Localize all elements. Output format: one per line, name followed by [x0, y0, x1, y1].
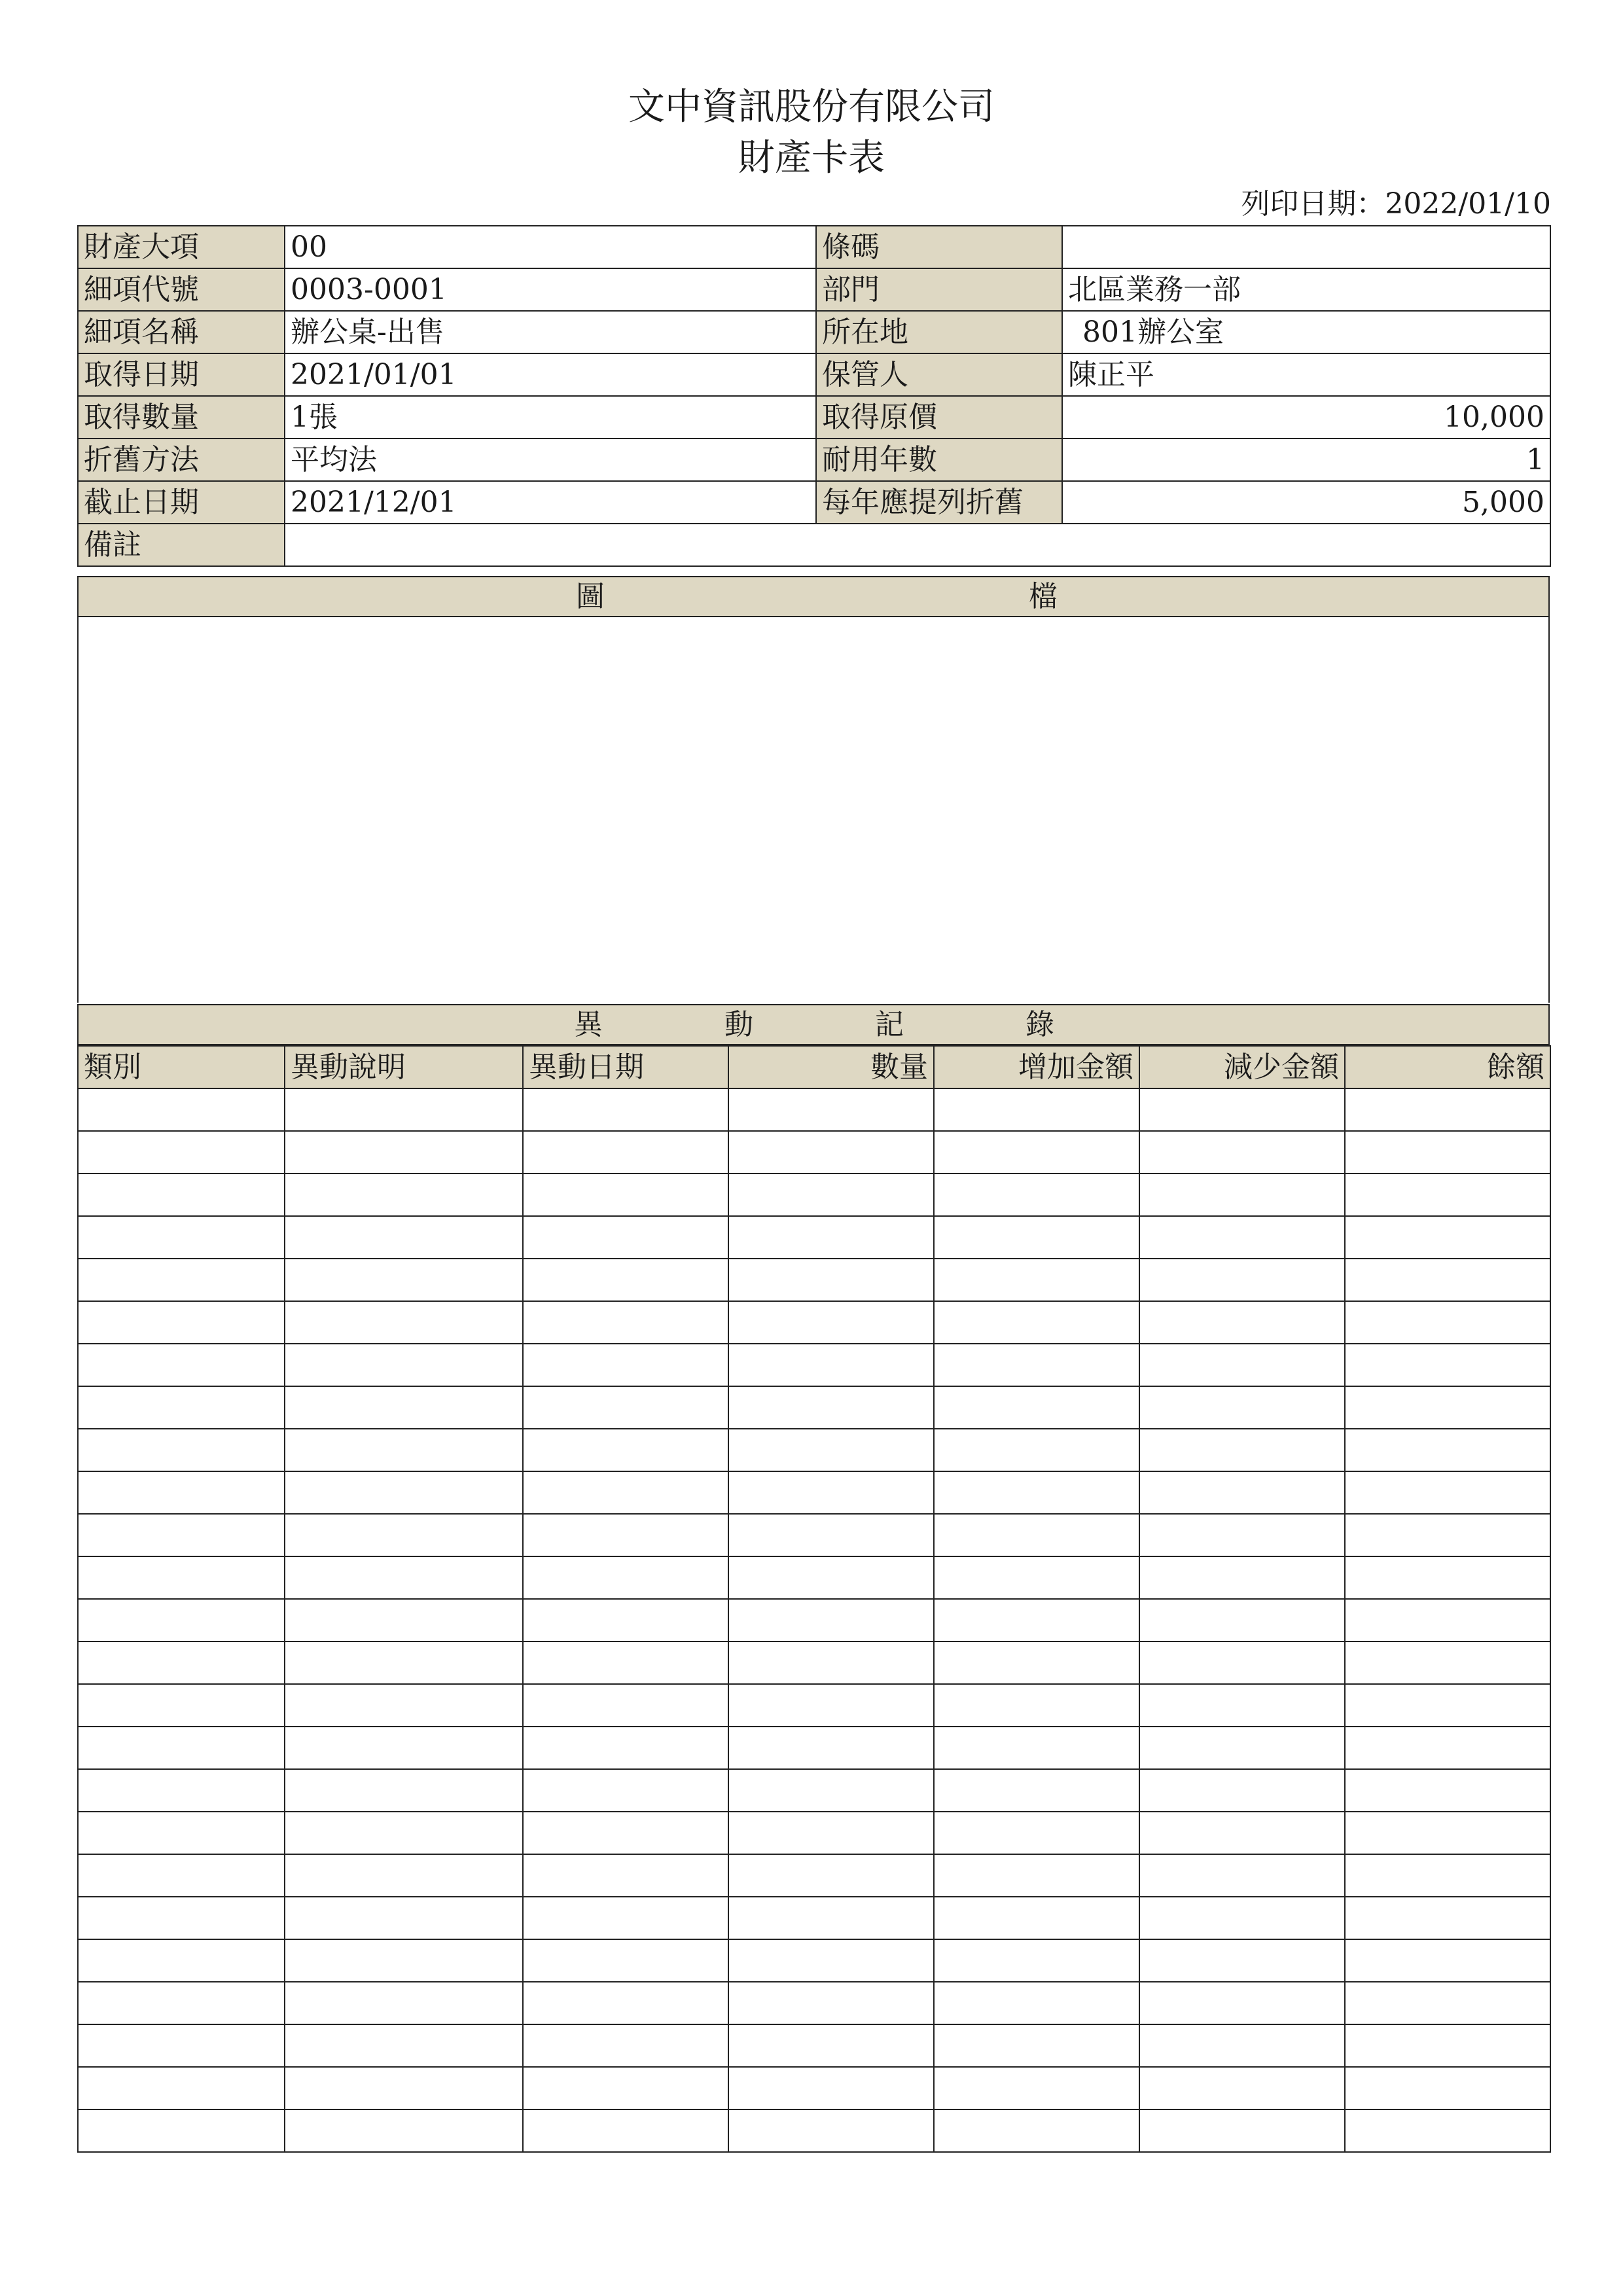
item-name-label: 細項名稱: [78, 311, 285, 353]
quantity-label: 取得數量: [78, 396, 285, 439]
table-cell: [934, 1344, 1139, 1386]
info-row: [78, 439, 1550, 481]
image-header-char: 檔: [1029, 580, 1058, 613]
table-cell: [1345, 1471, 1550, 1514]
records-header-row: [78, 1046, 1550, 1088]
table-cell: [1345, 1641, 1550, 1684]
table-cell: [934, 1259, 1139, 1301]
depr-method-label: 折舊方法: [78, 439, 285, 481]
table-cell: [1345, 1727, 1550, 1769]
table-cell: [523, 1684, 728, 1727]
table-cell: [728, 1344, 934, 1386]
table-row: [78, 1216, 1550, 1259]
table-cell: [934, 1174, 1139, 1216]
table-row: [78, 2067, 1550, 2109]
table-cell: [1345, 1514, 1550, 1556]
table-row: [78, 1429, 1550, 1471]
table-cell: [78, 1386, 285, 1429]
table-cell: [934, 2067, 1139, 2109]
acquire-date-label: 取得日期: [78, 353, 285, 396]
table-cell: [1345, 1131, 1550, 1174]
table-cell: [523, 2109, 728, 2152]
table-cell: [523, 1556, 728, 1599]
table-cell: [728, 1174, 934, 1216]
info-row: [78, 481, 1550, 524]
item-code-value: 0003-0001: [285, 268, 816, 311]
table-cell: [78, 2067, 285, 2109]
table-cell: [523, 1131, 728, 1174]
table-cell: [934, 1812, 1139, 1854]
location-value: 801辦公室: [1062, 311, 1550, 353]
table-cell: [285, 1641, 523, 1684]
table-cell: [1345, 1939, 1550, 1982]
table-row: [78, 1514, 1550, 1556]
table-cell: [1345, 1088, 1550, 1131]
table-cell: [523, 1854, 728, 1897]
column-header-type: 類別: [78, 1046, 285, 1088]
table-cell: [1139, 1812, 1345, 1854]
item-code-label: 細項代號: [78, 268, 285, 311]
barcode-value: [1062, 226, 1550, 268]
table-cell: [934, 2109, 1139, 2152]
table-cell: [934, 1088, 1139, 1131]
table-row: [78, 1812, 1550, 1854]
table-cell: [1139, 1471, 1345, 1514]
table-cell: [728, 1727, 934, 1769]
table-cell: [285, 1727, 523, 1769]
table-cell: [728, 1386, 934, 1429]
end-date-value: 2021/12/01: [285, 481, 816, 524]
table-cell: [1139, 1131, 1345, 1174]
table-cell: [934, 1769, 1139, 1812]
table-cell: [523, 2067, 728, 2109]
table-cell: [1345, 1684, 1550, 1727]
info-row: [78, 353, 1550, 396]
table-cell: [1345, 1429, 1550, 1471]
table-cell: [1139, 1429, 1345, 1471]
table-cell: [1345, 1301, 1550, 1344]
table-cell: [934, 1854, 1139, 1897]
print-date-value: 2022/01/10: [1385, 187, 1551, 221]
table-cell: [523, 1471, 728, 1514]
quantity-value: 1張: [285, 396, 816, 439]
table-cell: [1139, 2024, 1345, 2067]
table-cell: [1345, 1854, 1550, 1897]
table-cell: [78, 1088, 285, 1131]
table-cell: [285, 1769, 523, 1812]
table-row: [78, 1641, 1550, 1684]
end-date-label: 截止日期: [78, 481, 285, 524]
annual-depr-label: 每年應提列折舊: [816, 481, 1062, 524]
table-cell: [1345, 1556, 1550, 1599]
table-cell: [523, 1897, 728, 1939]
table-cell: [934, 1386, 1139, 1429]
table-cell: [1139, 1556, 1345, 1599]
table-cell: [728, 1982, 934, 2024]
table-cell: [523, 1641, 728, 1684]
table-cell: [728, 1939, 934, 1982]
table-row: [78, 1301, 1550, 1344]
table-row: [78, 2024, 1550, 2067]
info-row: [78, 226, 1550, 268]
table-cell: [728, 1599, 934, 1641]
table-cell: [1139, 1301, 1345, 1344]
custodian-label: 保管人: [816, 353, 1062, 396]
table-cell: [934, 1982, 1139, 2024]
info-row: [78, 396, 1550, 439]
table-cell: [728, 1259, 934, 1301]
department-label: 部門: [816, 268, 1062, 311]
cost-label: 取得原價: [816, 396, 1062, 439]
image-header-char: 圖: [576, 580, 605, 613]
table-cell: [1345, 2024, 1550, 2067]
table-cell: [1139, 1088, 1345, 1131]
table-cell: [285, 1216, 523, 1259]
table-cell: [934, 1301, 1139, 1344]
table-cell: [523, 1301, 728, 1344]
table-cell: [78, 1727, 285, 1769]
table-cell: [728, 1556, 934, 1599]
table-cell: [78, 1216, 285, 1259]
table-cell: [285, 1812, 523, 1854]
table-cell: [934, 1131, 1139, 1174]
table-cell: [285, 1174, 523, 1216]
table-row: [78, 1556, 1550, 1599]
table-cell: [78, 2024, 285, 2067]
table-cell: [1139, 1216, 1345, 1259]
table-cell: [1139, 1769, 1345, 1812]
table-cell: [934, 1216, 1139, 1259]
table-cell: [728, 1471, 934, 1514]
table-cell: [285, 1982, 523, 2024]
table-cell: [523, 1939, 728, 1982]
table-cell: [78, 1854, 285, 1897]
table-cell: [728, 1854, 934, 1897]
records-body: [78, 1088, 1550, 2152]
table-cell: [728, 1088, 934, 1131]
table-cell: [728, 1812, 934, 1854]
table-cell: [285, 1684, 523, 1727]
table-cell: [285, 1854, 523, 1897]
table-cell: [523, 2024, 728, 2067]
table-row: [78, 1386, 1550, 1429]
table-cell: [285, 1514, 523, 1556]
table-cell: [1139, 1939, 1345, 1982]
cost-value: 10,000: [1062, 396, 1550, 439]
table-cell: [1345, 1769, 1550, 1812]
table-row: [78, 1769, 1550, 1812]
table-cell: [285, 1131, 523, 1174]
table-cell: [78, 1301, 285, 1344]
table-cell: [285, 1471, 523, 1514]
table-cell: [1345, 1174, 1550, 1216]
table-cell: [285, 1897, 523, 1939]
table-cell: [285, 1939, 523, 1982]
annual-depr-value: 5,000: [1062, 481, 1550, 524]
table-cell: [934, 1556, 1139, 1599]
table-cell: [78, 1641, 285, 1684]
table-cell: [285, 1088, 523, 1131]
table-cell: [1345, 1216, 1550, 1259]
table-cell: [1139, 2109, 1345, 2152]
table-cell: [934, 1897, 1139, 1939]
table-cell: [1345, 2109, 1550, 2152]
table-cell: [285, 1599, 523, 1641]
table-cell: [523, 1216, 728, 1259]
table-cell: [1345, 1344, 1550, 1386]
table-cell: [78, 1684, 285, 1727]
table-row: [78, 1259, 1550, 1301]
table-row: [78, 1854, 1550, 1897]
table-cell: [78, 2109, 285, 2152]
category-label: 財產大項: [78, 226, 285, 268]
table-cell: [285, 1386, 523, 1429]
info-row: [78, 268, 1550, 311]
table-cell: [1345, 1386, 1550, 1429]
table-cell: [523, 1386, 728, 1429]
table-cell: [1345, 1259, 1550, 1301]
table-cell: [934, 1429, 1139, 1471]
table-cell: [1345, 1982, 1550, 2024]
table-cell: [1345, 2067, 1550, 2109]
table-cell: [728, 2024, 934, 2067]
records-section-header: [77, 1004, 1550, 1045]
item-name-value: 辦公桌-出售: [285, 311, 816, 353]
table-cell: [728, 1769, 934, 1812]
table-cell: [1139, 1514, 1345, 1556]
column-header-date: 異動日期: [523, 1046, 728, 1088]
useful-life-label: 耐用年數: [816, 439, 1062, 481]
table-row: [78, 1982, 1550, 2024]
table-cell: [523, 1088, 728, 1131]
table-cell: [1345, 1599, 1550, 1641]
table-cell: [285, 2024, 523, 2067]
table-cell: [1139, 1897, 1345, 1939]
table-cell: [934, 1727, 1139, 1769]
remarks-label: 備註: [78, 524, 285, 566]
table-cell: [523, 1429, 728, 1471]
table-cell: [728, 1301, 934, 1344]
table-row: [78, 1727, 1550, 1769]
records-header-char: 錄: [1026, 1008, 1054, 1041]
table-cell: [523, 1812, 728, 1854]
table-cell: [523, 1982, 728, 2024]
table-row: [78, 1897, 1550, 1939]
table-cell: [728, 1641, 934, 1684]
table-row: [78, 1684, 1550, 1727]
table-cell: [78, 1812, 285, 1854]
table-cell: [523, 1769, 728, 1812]
table-cell: [728, 1131, 934, 1174]
table-cell: [285, 2067, 523, 2109]
table-cell: [285, 2109, 523, 2152]
table-cell: [1139, 1982, 1345, 2024]
table-cell: [1139, 1599, 1345, 1641]
table-cell: [934, 1684, 1139, 1727]
table-cell: [728, 1429, 934, 1471]
image-section-header: [77, 576, 1550, 617]
column-header-increase: 增加金額: [934, 1046, 1139, 1088]
table-cell: [78, 1174, 285, 1216]
table-cell: [728, 1897, 934, 1939]
column-header-balance: 餘額: [1345, 1046, 1550, 1088]
table-cell: [285, 1259, 523, 1301]
table-cell: [1139, 1344, 1345, 1386]
table-cell: [78, 1344, 285, 1386]
table-cell: [78, 1514, 285, 1556]
table-cell: [728, 1216, 934, 1259]
table-cell: [78, 1429, 285, 1471]
table-row: [78, 1939, 1550, 1982]
table-cell: [1139, 1386, 1345, 1429]
barcode-label: 條碼: [816, 226, 1062, 268]
table-cell: [78, 1939, 285, 1982]
table-cell: [1345, 1897, 1550, 1939]
table-row: [78, 1471, 1550, 1514]
table-cell: [1139, 1854, 1345, 1897]
table-cell: [523, 1174, 728, 1216]
table-cell: [1139, 1684, 1345, 1727]
change-records-table: [77, 1045, 1551, 2153]
table-row: [78, 1088, 1550, 1131]
records-header-char: 動: [724, 1008, 753, 1041]
table-cell: [523, 1727, 728, 1769]
table-cell: [78, 1556, 285, 1599]
table-row: [78, 1599, 1550, 1641]
table-cell: [523, 1344, 728, 1386]
acquire-date-value: 2021/01/01: [285, 353, 816, 396]
table-cell: [523, 1599, 728, 1641]
table-cell: [1139, 1727, 1345, 1769]
table-cell: [78, 1982, 285, 2024]
column-header-decrease: 減少金額: [1139, 1046, 1345, 1088]
table-cell: [934, 1599, 1139, 1641]
print-date: [1241, 185, 1551, 224]
table-cell: [934, 1471, 1139, 1514]
table-row: [78, 1344, 1550, 1386]
table-cell: [1139, 1641, 1345, 1684]
table-cell: [1139, 1259, 1345, 1301]
table-cell: [78, 1259, 285, 1301]
table-row: [78, 1174, 1550, 1216]
table-cell: [523, 1514, 728, 1556]
company-name: 文中資訊股份有限公司: [628, 86, 995, 128]
table-row: [78, 2109, 1550, 2152]
table-cell: [285, 1429, 523, 1471]
table-row: [78, 1131, 1550, 1174]
table-cell: [728, 1514, 934, 1556]
department-value: 北區業務一部: [1062, 268, 1550, 311]
table-cell: [728, 2067, 934, 2109]
table-cell: [78, 1769, 285, 1812]
location-label: 所在地: [816, 311, 1062, 353]
table-cell: [78, 1471, 285, 1514]
table-cell: [934, 1641, 1139, 1684]
print-date-label: 列印日期：: [1241, 187, 1385, 221]
table-cell: [934, 1939, 1139, 1982]
info-row: [78, 524, 1550, 566]
column-header-description: 異動說明: [285, 1046, 523, 1088]
table-cell: [1139, 1174, 1345, 1216]
table-cell: [1345, 1812, 1550, 1854]
image-area: [77, 617, 1550, 1003]
table-cell: [78, 1897, 285, 1939]
table-cell: [285, 1344, 523, 1386]
report-title: 財產卡表: [738, 137, 885, 179]
remarks-value: [285, 524, 1550, 566]
table-cell: [285, 1301, 523, 1344]
table-cell: [523, 1259, 728, 1301]
useful-life-value: 1: [1062, 439, 1550, 481]
custodian-value: 陳正平: [1062, 353, 1550, 396]
depr-method-value: 平均法: [285, 439, 816, 481]
records-header-char: 記: [875, 1008, 904, 1041]
table-cell: [934, 2024, 1139, 2067]
table-cell: [1139, 2067, 1345, 2109]
info-row: [78, 311, 1550, 353]
property-info-table: [77, 225, 1551, 567]
column-header-quantity: 數量: [728, 1046, 934, 1088]
category-value: 00: [285, 226, 816, 268]
records-header-char: 異: [574, 1008, 603, 1041]
table-cell: [728, 2109, 934, 2152]
table-cell: [285, 1556, 523, 1599]
table-cell: [78, 1599, 285, 1641]
table-cell: [934, 1514, 1139, 1556]
table-cell: [78, 1131, 285, 1174]
table-cell: [728, 1684, 934, 1727]
